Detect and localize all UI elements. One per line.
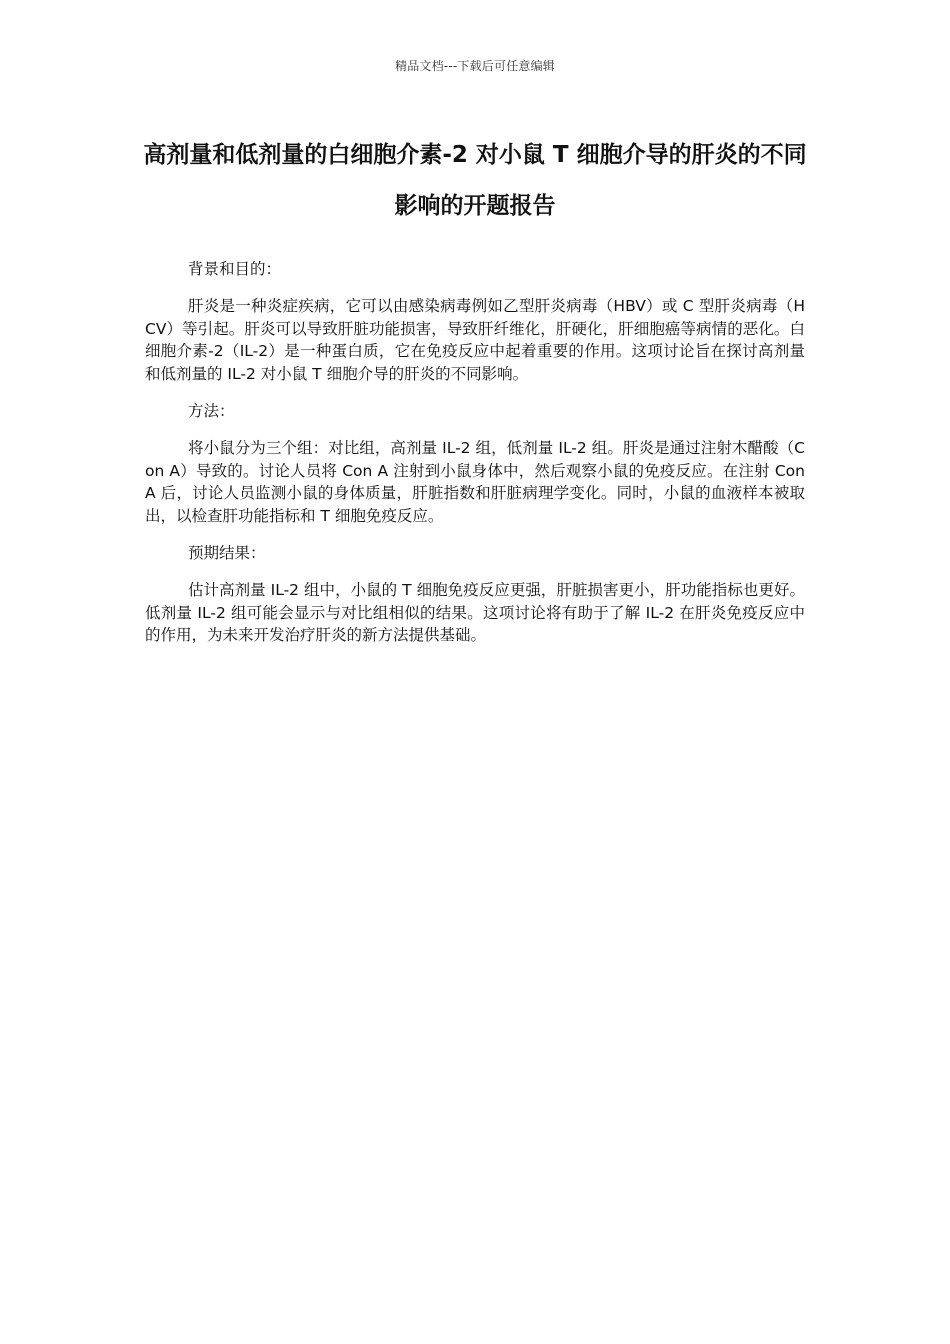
- section-background: [145, 258, 805, 385]
- section-paragraph-expected-results: 估计高剂量 IL-2 组中，小鼠的 T 细胞免疫反应更强，肝脏损害更小，肝功能指标也更好。低剂量 IL-2 组可能会显示与对比组相似的结果。这项讨论将有助于了解 IL-2 在肝炎免疫反应中的作用，为未来开发治疗肝炎的新方法提供基础。: [145, 581, 805, 644]
- document-body: [145, 258, 805, 662]
- section-heading-methods: 方法：: [188, 402, 235, 420]
- section-expected-results: [145, 542, 805, 647]
- section-heading-background: 背景和目的：: [188, 260, 282, 278]
- section-paragraph-methods: 将小鼠分为三个组：对比组，高剂量 IL-2 组，低剂量 IL-2 组。肝炎是通过注射木醋酸（Con A）导致的。讨论人员将 Con A 注射到小鼠身体中，然后观察小鼠的免疫反应。在注射 Con A 后，讨论人员监测小鼠的身体质量，肝脏指数和肝脏病理学变化。同时，小鼠的血液样本被取出，以检查肝功能指标和 T 细胞免疫反应。: [145, 439, 805, 525]
- section-paragraph-background: 肝炎是一种炎症疾病，它可以由感染病毒例如乙型肝炎病毒（HBV）或 C 型肝炎病毒（HCV）等引起。肝炎可以导致肝脏功能损害，导致肝纤维化，肝硬化，肝细胞癌等病情的恶化。白细胞介素-2（IL-2）是一种蛋白质，它在免疫反应中起着重要的作用。这项讨论旨在探讨高剂量和低剂量的 IL-2 对小鼠 T 细胞介导的肝炎的不同影响。: [145, 297, 805, 383]
- header-note: 精品文档---下载后可任意编辑: [395, 59, 555, 73]
- section-methods: [145, 400, 805, 527]
- section-heading-expected-results: 预期结果：: [188, 544, 266, 562]
- document-title: 高剂量和低剂量的白细胞介素-2 对小鼠 T 细胞介导的肝炎的不同影响的开题报告: [143, 142, 807, 219]
